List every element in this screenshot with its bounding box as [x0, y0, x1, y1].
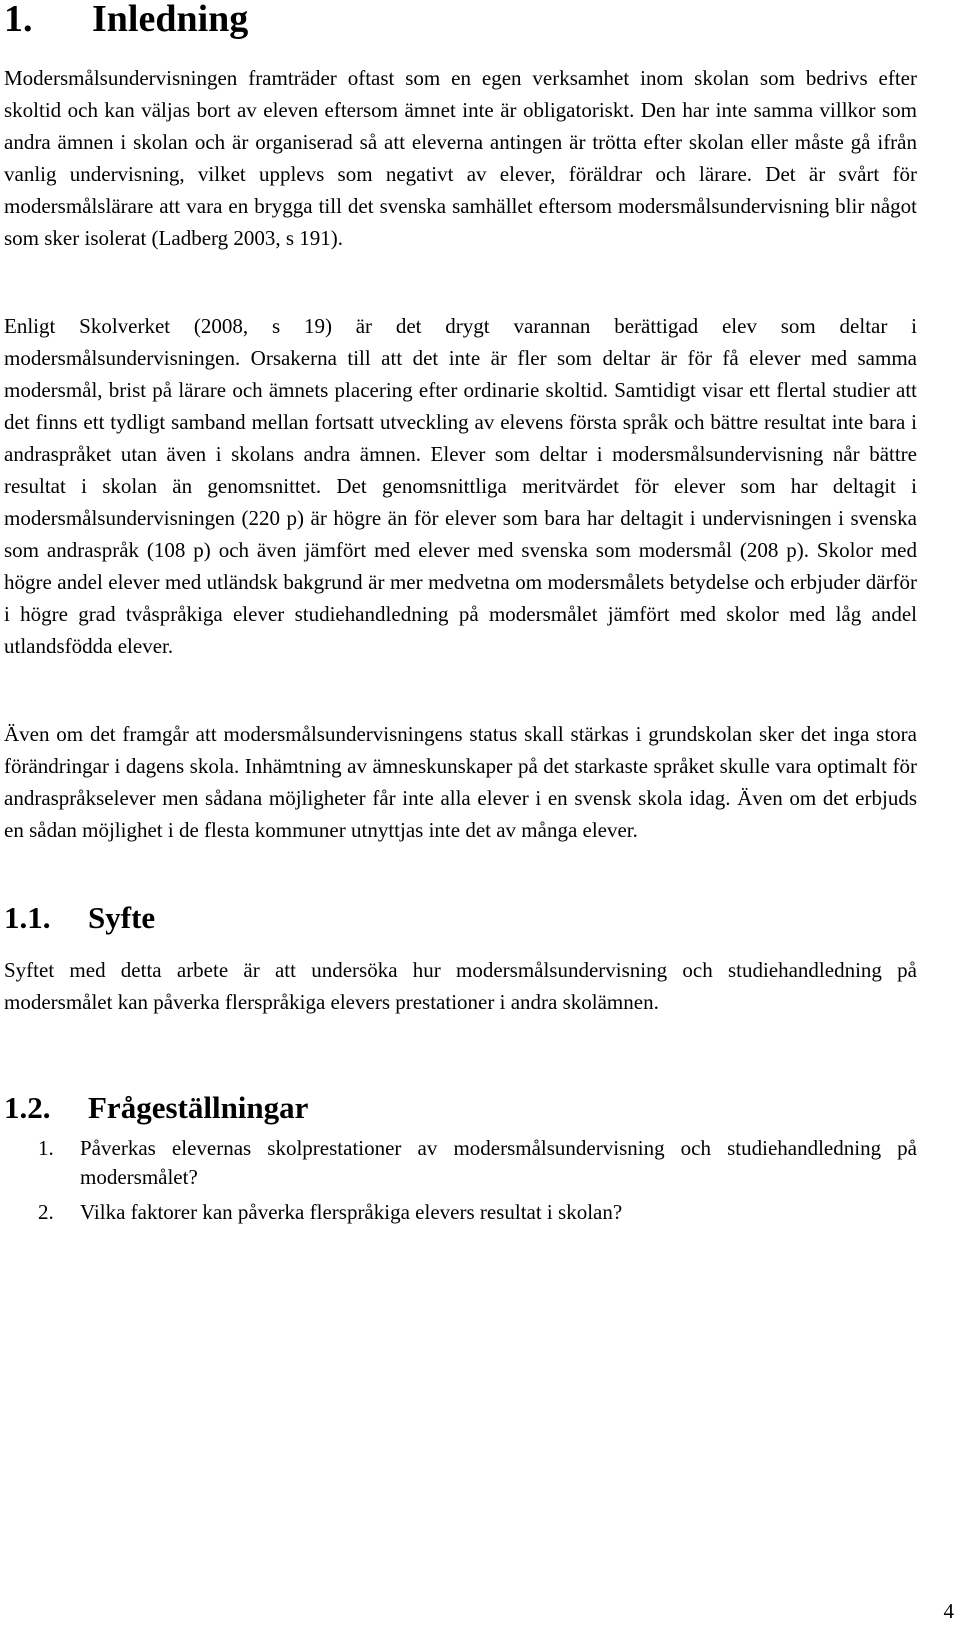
- section-number-syfte: 1.1.: [4, 900, 51, 935]
- intro-paragraph-3: Även om det framgår att modersmålsundervisningens status skall stärkas i grundskolan sker det inga stora förändringar i dagens skola. Inhämtning av ämneskunskaper på det starkaste språket skulle vara optimalt för andraspråkselever men sådana möjligheter får inte alla elever i en svensk skola idag. Även om det erbjuds en sådan möjlighet i de flesta kommuner utnyttjas inte det av många elever.: [4, 722, 917, 842]
- intro-paragraph-2: Enligt Skolverket (2008, s 19) är det drygt varannan berättigad elev som deltar i modersmålsundervisningen. Orsakerna till att det inte är fler som deltar är för få elever med samma modersmål, brist på lärare och ämnets placering efter ordinarie skoltid. Samtidigt visar ett flertal studier att det finns ett tydligt samband mellan fortsatt utveckling av elevens första språk och bättre resultat inte bara i andraspråket utan även i skolans andra ämnen. Elever som deltar i modersmålsundervisning når bättre resultat i skolan än genomsnittet. Det genomsnittliga meritvärdet för elever som har deltagit i modersmålsundervisningen (220 p) är högre än för elever som bara har deltagit i undervisningen i svenska som andraspråk (108 p) och även jämfört med elever med svenska som modersmål (208 p). Skolor med högre andel elever med utländsk bakgrund är mer medvetna om modersmålets betydelse och erbjuder därför i högre grad tvåspråkiga elever studiehandledning på modersmålet jämfört med skolor med låg andel utlandsfödda elever.: [4, 314, 917, 658]
- chapter-title: Inledning: [92, 0, 249, 40]
- section-heading-fragestallningar: [4, 1088, 308, 1128]
- section-number-fragestallningar: 1.2.: [4, 1090, 51, 1125]
- section-title-fragestallningar: Frågeställningar: [88, 1090, 309, 1125]
- page-number: 4: [943, 1599, 954, 1623]
- question-item: [4, 1134, 917, 1192]
- question-text: Vilka faktorer kan påverka flerspråkiga elevers resultat i skolan?: [80, 1200, 623, 1224]
- section-heading-syfte: [4, 898, 155, 938]
- intro-paragraph-1: Modersmålsundervisningen framträder oftast som en egen verksamhet inom skolan som bedrivs efter skoltid och kan väljas bort av eleven eftersom ämnet inte är obligatoriskt. Den har inte samma villkor som andra ämnen i skolan och är organiserad så att eleverna antingen är trötta efter skolan eller måste gå ifrån vanlig undervisning, vilket upplevs som negativt av elever, föräldrar och lärare. Det är svårt för modersmålslärare att vara en brygga till det svenska samhället eftersom modersmålsundervisning blir något som sker isolerat (Ladberg 2003, s 191).: [4, 66, 917, 250]
- question-item: [4, 1198, 917, 1227]
- section-title-syfte: Syfte: [88, 900, 156, 935]
- question-number: 2.: [38, 1200, 54, 1224]
- question-text: Påverkas elevernas skolprestationer av modersmålsundervisning och studiehandledning på modersmålet?: [80, 1136, 917, 1189]
- chapter-number: 1.: [4, 0, 33, 40]
- question-list: [4, 1134, 917, 1233]
- chapter-heading: [4, 0, 248, 44]
- question-number: 1.: [38, 1136, 54, 1160]
- syfte-paragraph: Syftet med detta arbete är att undersöka hur modersmålsundervisning och studiehandledning på modersmålet kan påverka flerspråkiga elevers prestationer i andra skolämnen.: [4, 958, 917, 1014]
